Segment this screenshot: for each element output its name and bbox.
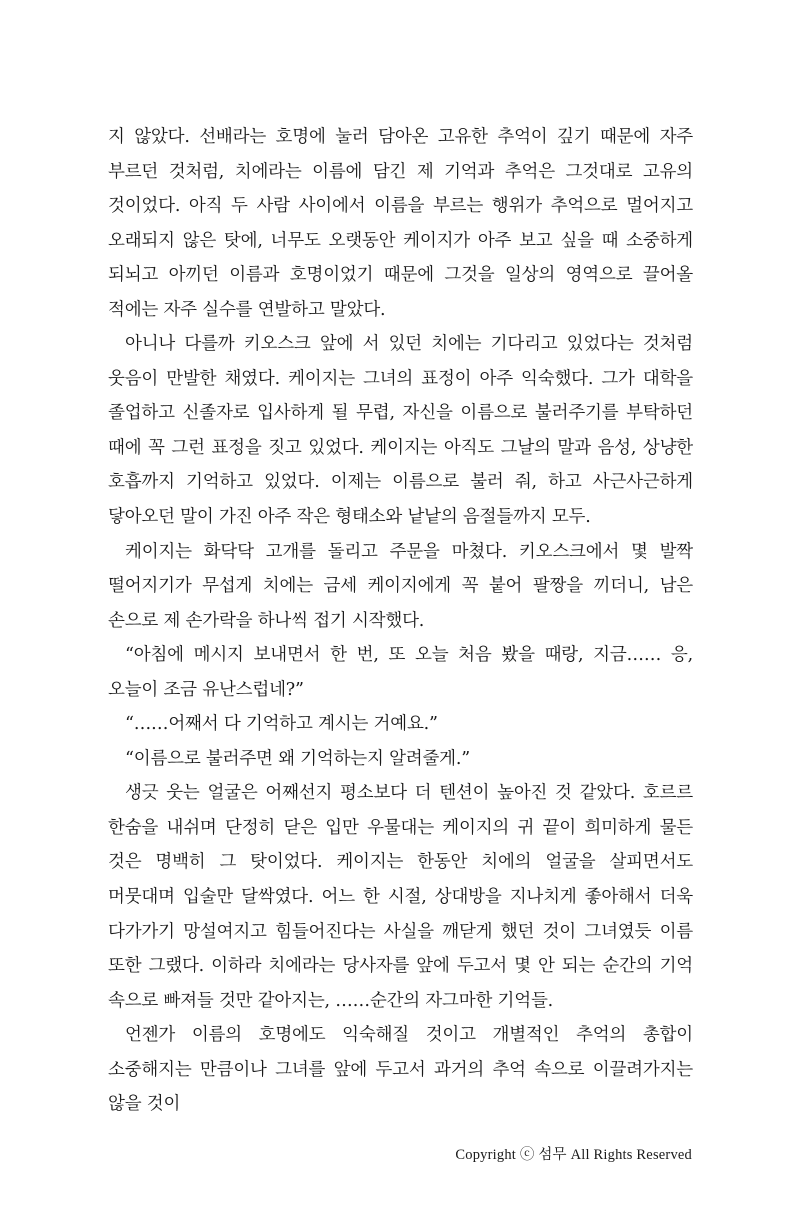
copyright-notice: Copyright ⓒ 섬무 All Rights Reserved — [455, 1147, 692, 1163]
dialogue-2: “……어째서 다 기억하고 계시는 거예요.” — [125, 714, 438, 735]
paragraph-1: 지 않았다. 선배라는 호명에 눌러 담아온 고유한 추억이 깊기 때문에 자주 부르던 것처럼, 치에라는 이름에 담긴 제 기억과 추억은 그것대로 고유의 것이었다. 아직 두 사람 사이에서 이름을 부르는 행위가 추억으로 멀어지고 오래되지 않은 탓에, 너무도 오랫동안 케이지가 아주 보고 싶을 때 소중하게 되뇌고 아끼던 이름과 호명이었기 때문에 그것을 일상의 영역으로 끌어올 적에는 자주 실수를 연발하고 말았다. — [108, 127, 693, 320]
paragraph-2: 아니나 다를까 키오스크 앞에 서 있던 치에는 기다리고 있었다는 것처럼 웃음이 만발한 채였다. 케이지는 그녀의 표정이 아주 익숙했다. 그가 대학을 졸업하고 신졸자로 입사하게 될 무렵, 자신을 이름으로 불러주기를 부탁하던 때에 꼭 그런 표정을 짓고 있었다. 케이지는 아직도 그날의 말과 음성, 상냥한 호흡까지 기억하고 있었다. 이제는 이름으로 불러 줘, 하고 사근사근하게 닿아오던 말이 가진 아주 작은 형태소와 낱낱의 음절들까지 모두. — [108, 334, 693, 528]
dialogue-3: “이름으로 불러주면 왜 기억하는지 알려줄게.” — [125, 748, 470, 769]
page-body — [108, 120, 693, 1122]
paragraph-4: 생긋 웃는 얼굴은 어째선지 평소보다 더 텐션이 높아진 것 같았다. 호르르 한숨을 내쉬며 단정히 닫은 입만 우물대는 케이지의 귀 끝이 희미하게 물든 것은 명백히 그 탓이었다. 케이지는 한동안 치에의 얼굴을 살피면서도 머뭇대며 입술만 달싹였다. 어느 한 시절, 상대방을 지나치게 좋아해서 더욱 다가가기 망설여지고 힘들어진다는 사실을 깨닫게 했던 것이 그녀였듯 이름 또한 그랬다. 이하라 치에라는 당사자를 앞에 두고서 몇 안 되는 순간의 기억 속으로 빠져들 것만 같아지는, ……순간의 자그마한 기억들. — [108, 783, 693, 1011]
paragraph-3: 케이지는 화닥닥 고개를 돌리고 주문을 마쳤다. 키오스크에서 몇 발짝 떨어지기가 무섭게 치에는 금세 케이지에게 꼭 붙어 팔짱을 끼더니, 남은 손으로 제 손가락을 하나씩 접기 시작했다. — [108, 541, 693, 631]
paragraph-5: 언젠가 이름의 호명에도 익숙해질 것이고 개별적인 추억의 총합이 소중해지는 만큼이나 그녀를 앞에 두고서 과거의 추억 속으로 이끌려가지는 않을 것이 — [108, 1025, 693, 1115]
dialogue-1: “아침에 메시지 보내면서 한 번, 또 오늘 처음 봤을 때랑, 지금…… 응, 오늘이 조금 유난스럽네?” — [108, 645, 693, 700]
